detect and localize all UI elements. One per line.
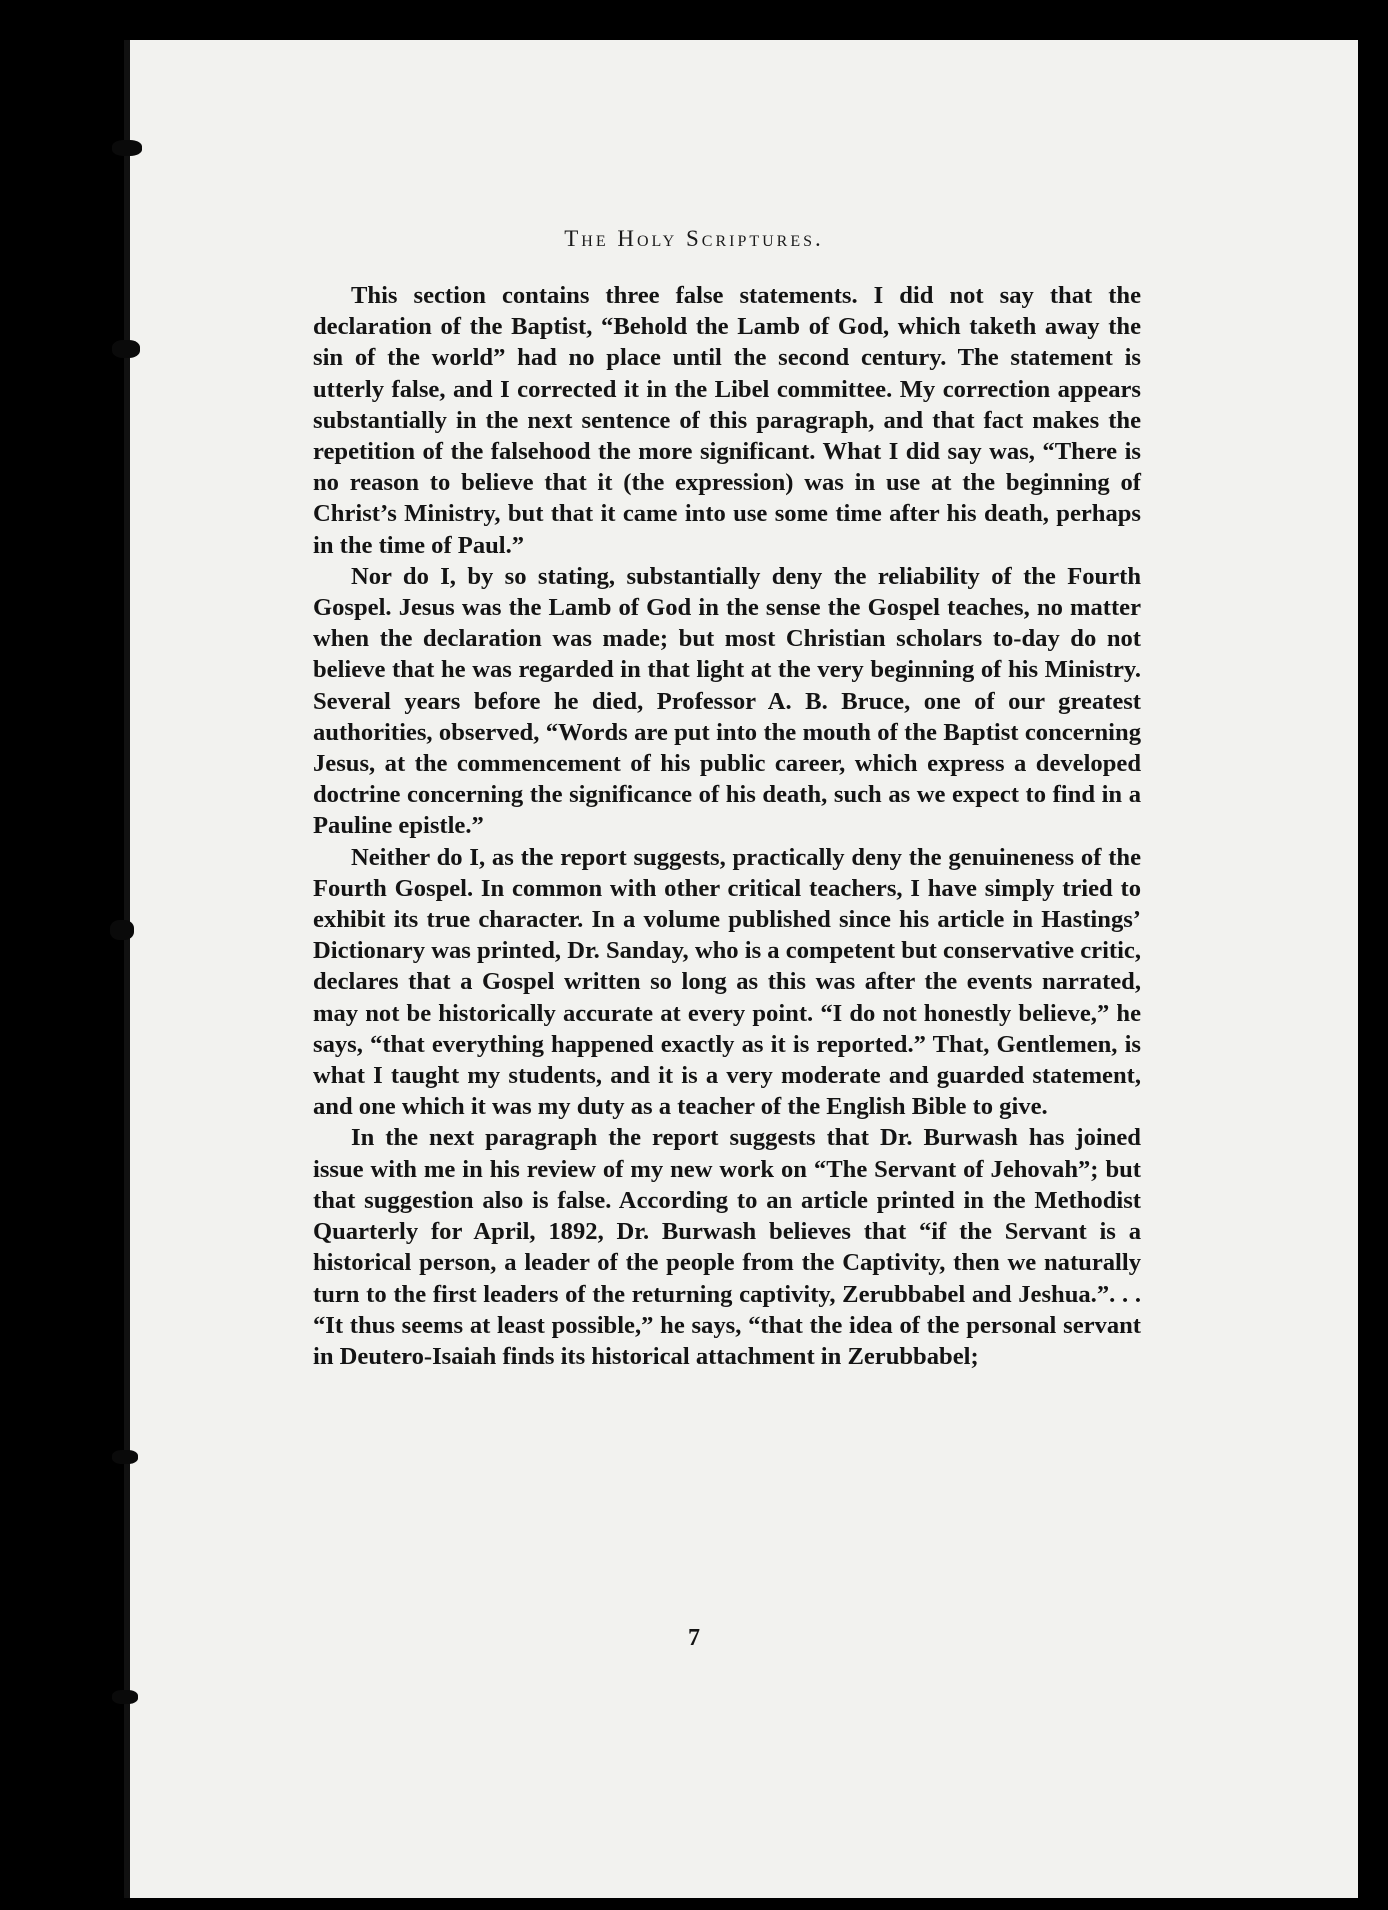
- paragraph: Nor do I, by so stating, substantially deny the reliability of the Fourth Gospel. Jesus was the Lamb of God in the sense the Gospel teaches, no matter when the declaration was made; but most Christian scholars to-day do not believe that he was regarded in that light at the very beginning of his Ministry. Several years before he died, Professor A. B. Bruce, one of our greatest authorities, observed, “Words are put into the mouth of the Baptist concerning Jesus, at the commencement of his public career, which express a developed doctrine concerning the significance of his death, such as we expect to find in a Pauline epistle.”: [313, 562, 1141, 840]
- paragraph: In the next paragraph the report suggests that Dr. Burwash has joined issue with me in his review of my new work on “The Servant of Jehovah”; but that suggestion also is false. According to an article printed in the Methodist Quarterly for April, 1892, Dr. Burwash believes that “if the Servant is a historical person, a leader of the people from the Captivity, then we naturally turn to the first leaders of the returning captivity, Zerubbabel and Jeshua.”. . . “It thus seems at least possible,” he says, “that the idea of the personal servant in Deutero-Isaiah finds its historical attachment in Zerubbabel;: [313, 1124, 1141, 1370]
- binding-clip: [112, 140, 142, 156]
- body-text: [313, 280, 1141, 1372]
- page-number: 7: [688, 1625, 700, 1651]
- binding-clip: [112, 1450, 138, 1464]
- binding-clip: [112, 1690, 138, 1704]
- binding-clip: [112, 340, 140, 358]
- binding-clip: [110, 920, 134, 940]
- paragraph: Neither do I, as the report suggests, practically deny the genuineness of the Fourth Gospel. In common with other critical teachers, I have simply tried to exhibit its true character. In a volume published since his article in Hastings’ Dictionary was printed, Dr. Sanday, who is a competent but conservative critic, declares that a Gospel written so long as this was after the events narrated, may not be historically accurate at every point. “I do not honestly believe,” he says, “that everything happened exactly as it is reported.” That, Gentlemen, is what I taught my students, and it is a very moderate and guarded statement, and one which it was my duty as a teacher of the English Bible to give.: [313, 843, 1141, 1121]
- running-head: The Holy Scriptures.: [564, 226, 824, 251]
- paragraph: This section contains three false statements. I did not say that the declaration of the Baptist, “Behold the Lamb of God, which taketh away the sin of the world” had no place until the second century. The statement is utterly false, and I corrected it in the Libel committee. My correction appears substantially in the next sentence of this paragraph, and that fact makes the repetition of the falsehood the more significant. What I did say was, “There is no reason to believe that it (the expression) was in use at the beginning of Christ’s Ministry, but that it came into use some time after his death, perhaps in the time of Paul.”: [313, 282, 1141, 559]
- binding-edge: [124, 40, 130, 1898]
